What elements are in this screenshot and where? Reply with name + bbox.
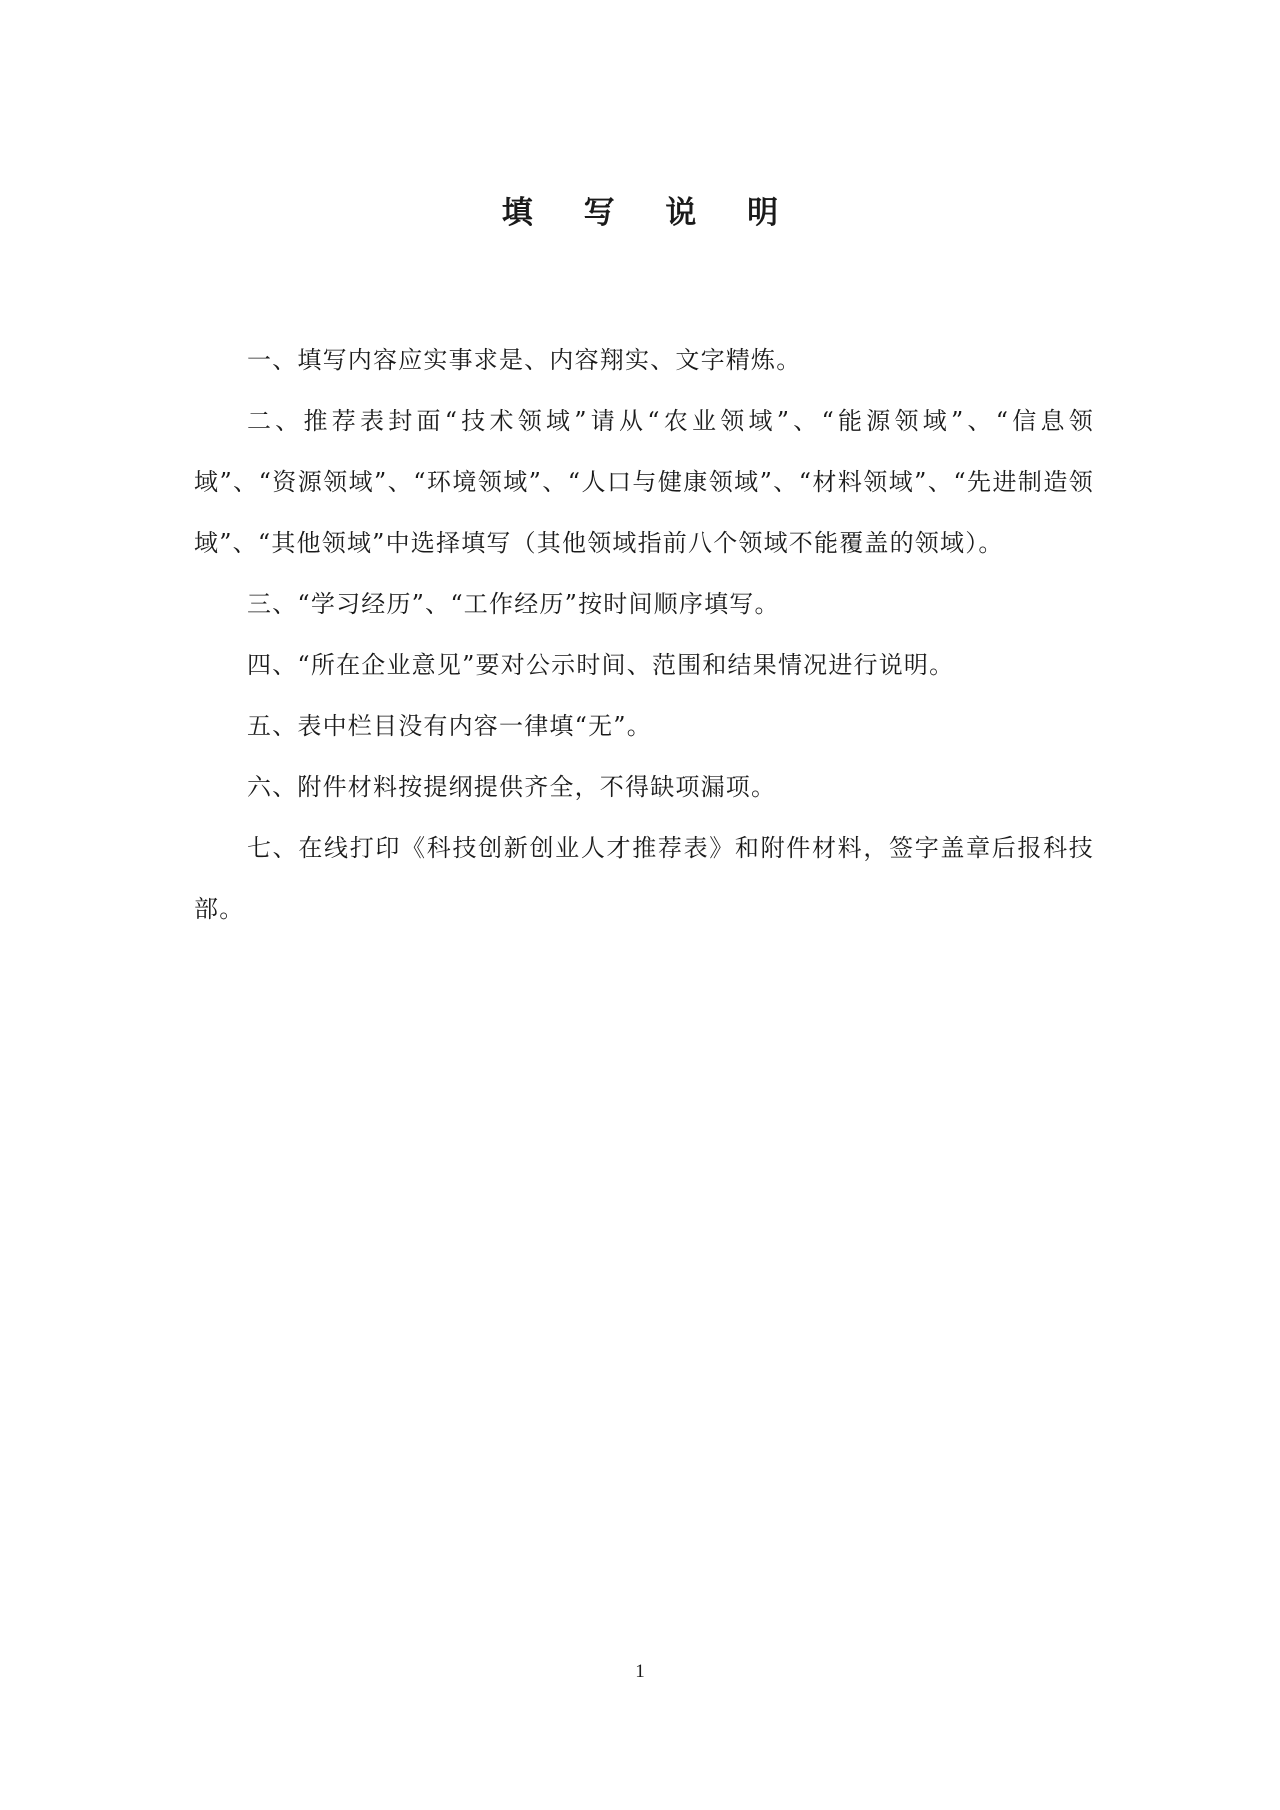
page-number: 1 (635, 1661, 645, 1682)
instruction-item-2: 二、推荐表封面“技术领域”请从“农业领域”、“能源领域”、“信息领域”、“资源领域”、“环境领域”、“人口与健康领域”、“材料领域”、“先进制造领域”、“其他领域”中选择填写（其他领域指前八个领域不能覆盖的领域）。 (194, 407, 1094, 557)
instructions-body (194, 330, 1094, 940)
instruction-item-6: 六、附件材料按提纲提供齐全，不得缺项漏项。 (247, 773, 777, 801)
instruction-item-5: 五、表中栏目没有内容一律填“无”。 (247, 712, 652, 740)
instruction-item-4: 四、“所在企业意见”要对公示时间、范围和结果情况进行说明。 (247, 651, 955, 679)
page-title: 填 写 说 明 (501, 195, 799, 231)
instruction-item-1: 一、填写内容应实事求是、内容翔实、文字精炼。 (247, 346, 802, 374)
instruction-item-3: 三、“学习经历”、“工作经历”按时间顺序填写。 (247, 590, 780, 618)
instruction-item-7: 七、在线打印《科技创新创业人才推荐表》和附件材料，签字盖章后报科技部。 (194, 834, 1094, 923)
